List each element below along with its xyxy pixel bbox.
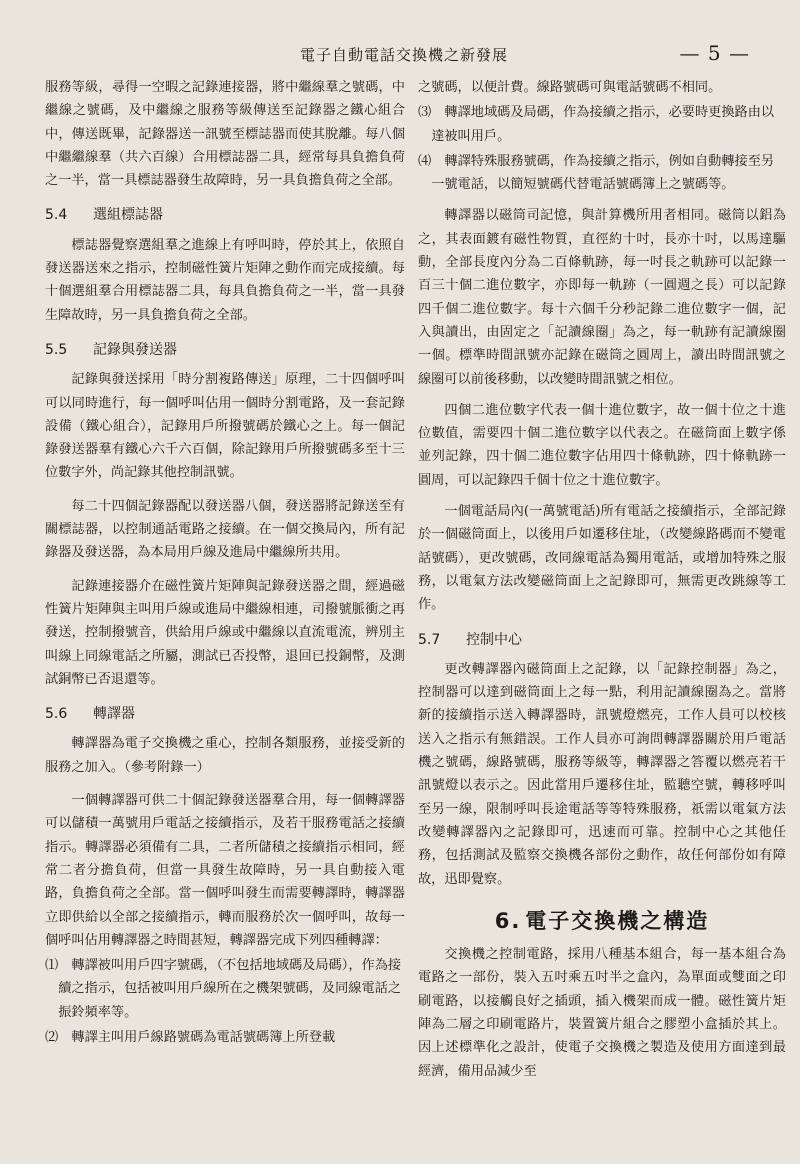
paragraph: 四個二進位數字代表一個十進位數字，故一個十位之十進位數值，需要四十個二進位數字以代表之。在磁筒面上數字係並列記錄，四十個二進位數字佔用四十條軌跡，四十條軌跡一圓周，可以記錄四千個十位之十進位數字。 <box>418 402 786 488</box>
section-heading-5-4 <box>45 204 405 227</box>
section-number: 5.7 <box>418 631 441 648</box>
paragraph: 一個轉譯器可供二十個記錄發送器羣合用，每一個轉譯器可以儲積一萬號用戶電話之接續指示，及若干服務電話之接續指示。轉譯器必須備有二具，二者所儲積之接續指示相同，經常二者分擔負荷，但當一具發生故障時，另一具自動接入電路，負擔負荷之全部。當一個呼叫發生而需要轉譯時，轉譯器立即供給以全部之接續指示，轉而服務於次一個呼叫，故每一個呼叫佔用轉譯器之時間甚短，轉譯器完成下列四種轉譯： <box>45 793 405 948</box>
paragraph: 轉譯器為電子交換機之重心，控制各類服務，並接受新的服務之加入。（參考附錄一） <box>45 736 405 775</box>
list-item <box>45 954 405 1024</box>
section-heading-5-5 <box>45 339 405 362</box>
paragraph: 一個電話局內(一萬號電話)所有電話之接續指示，全部記錄於一個磁筒面上，以後用戶如遷移住址，（改變線路碼而不變電話號碼），更改號碼，改同線電話為獨用電話，或增加特殊之服務，以電氣方法改變磁筒面上之記錄即可，無需更改跳線等工作。 <box>418 504 786 613</box>
paragraph: 記錄連接器介在磁性簧片矩陣與記錄發送器之間，經過磁性簧片矩陣與主叫用戶線或進局中繼線相連，司撥號脈衝之再發送，控制撥號音，供給用戶線或中繼線以直流電流，辨別主叫線上同線電話之所屬，測試已否投幣，退回已投銅幣，及測試銅幣已否退還等。 <box>45 578 405 687</box>
item-marker: ⑷ <box>418 153 432 169</box>
item-text: 轉譯被叫用戶四字號碼，（不包括地域碼及局碼），作為接續之指示，包括被叫用戶線所在之機架號碼，及同線電話之振鈴頻率等。 <box>58 958 402 1020</box>
paragraph: 之號碼，以便計費。線路號碼可與電話號碼不相同。 <box>418 80 722 95</box>
item-marker: ⑴ <box>45 958 59 974</box>
section-number: 5.6 <box>45 706 68 723</box>
section-heading-5-7 <box>418 629 786 652</box>
section-heading-5-6 <box>45 703 405 726</box>
paragraph: 服務等級，尋得一空暇之記錄連接器，將中繼線羣之號碼，中繼線之號碼，及中繼線之服務等級傳送至記錄器之鐵心組合中，傳送既畢，記錄器送一訊號至標誌器而使其脫離。每八個中繼繼線羣（共六百線）合用標誌器二具，經常每具負擔負荷之一半，當一具標誌器發生故障時，另一具負擔負荷之全部。 <box>45 80 405 189</box>
item-marker: ⑵ <box>45 1029 59 1045</box>
page-number: — 5 — <box>679 41 750 65</box>
list-item <box>418 101 786 148</box>
section-number: 5.5 <box>45 341 68 358</box>
paragraph: 每二十四個記錄器配以發送器八個，發送器將記錄送至有關標誌器，以控制通話電路之接續。在一個交換局內，所有記錄器及發送器，為本局用戶線及進局中繼線所共用。 <box>45 498 405 561</box>
section-title: 轉譯器 <box>93 706 135 723</box>
running-header <box>300 41 750 68</box>
paragraph: 轉譯器以磁筒司記憶，與計算機所用者相同。磁筒以鋁為之，其表面鍍有磁性物質，直徑約十吋，長亦十吋，以馬達驅動，全部長度內分為二百條軌跡，每一吋長之軌跡可以記錄一百三十個二進位數字，亦即每一軌跡（一圓週之長）可以記錄四千個二進位數字。每十六個千分秒記錄二進位數字一個，記入與讀出，由固定之「記讀線圈」為之，每一軌跡有記讀線圈一個。標準時間訊號亦記錄在磁筒之圓周上，讀出時間訊號之線圈可以前後移動，以改變時間訊號之相位。 <box>418 208 786 387</box>
list-item <box>45 1026 405 1049</box>
chapter-number: 6. <box>494 908 522 933</box>
chapter-heading-6 <box>418 909 786 933</box>
item-text: 轉譯地域碼及局碼，作為接續之指示，必要時更換路由以達被叫用戶。 <box>431 105 775 144</box>
section-title: 記錄與發送器 <box>93 341 177 358</box>
running-title: 電子自動電話交換機之新發展 <box>300 46 509 64</box>
chapter-title: 電子交換機之構造 <box>525 907 710 933</box>
paragraph: 記錄與發送採用「時分割複路傳送」原理，二十四個呼叫可以同時進行，每一個呼叫佔用一個時分割電路，及一套記錄設備（鐵心組合），記錄用戶所撥號碼於鐵心之上。每一個記錄發送器羣有鐵心六千六百個，除記錄用戶所撥號碼多至十三位數字外，尚記錄其他控制訊號。 <box>45 372 405 481</box>
paragraph: 更改轉譯器內磁筒面上之記錄，以「記錄控制器」為之，控制器可以達到磁筒面上之每一點，利用記讀線圈為之。當將新的接續指示送入轉譯器時，訊號燈燃亮，工作人員可以校核送入之指示有無錯誤。工作人員亦可詢問轉譯器關於用戶電話機之號碼，線路號碼，服務等級等，轉譯器之答覆以燃亮若干訊號燈以表示之。因此當用戶遷移住址，監聽空號，轉移呼叫至另一線，限制呼叫長途電話等等特殊服務，祇需以電氣方法改變轉譯器內之記錄即可，迅速而可靠。控制中心之其他任務，包括測試及監察交換機各部份之動作，故任何部份如有障故，迅即覺察。 <box>418 661 786 887</box>
paragraph: 交換機之控制電路，採用八種基本組合，每一基本組合為電路之一部份，裝入五吋乘五吋半之盒內，為單面或雙面之印刷電路，以接觸良好之插頭，插入機架而成一體。磁性簧片矩陣為二層之印刷電路片，裝置簧片組合之膠塑小盒插於其上。因上述標準化之設計，使電子交換機之製造及使用方面達到最經濟，備用品減少至 <box>418 947 786 1079</box>
item-text: 轉譯特殊服務號碼，作為接續之指示，例如自動轉接至另一號電話，以簡短號碼代替電話號碼簿上之號碼等。 <box>431 153 775 193</box>
paragraph: 標誌器覺察選組羣之進線上有呼叫時，停於其上，依照自發送器送來之指示，控制磁性簧片矩陣之動作而完成接續。每十個選組羣合用標誌器二具，每具負擔負荷之一半，當一具發生障故時，另一具負擔負荷之全部。 <box>45 237 405 323</box>
list-item <box>418 150 786 197</box>
left-column <box>45 76 405 1051</box>
right-column <box>418 76 786 1083</box>
item-text: 轉譯主叫用戶線路號碼為電話號碼簿上所登載 <box>71 1029 336 1045</box>
section-title: 控制中心 <box>466 631 522 648</box>
section-number: 5.4 <box>45 207 68 224</box>
section-title: 選組標誌器 <box>93 207 163 224</box>
item-marker: ⑶ <box>418 105 432 121</box>
